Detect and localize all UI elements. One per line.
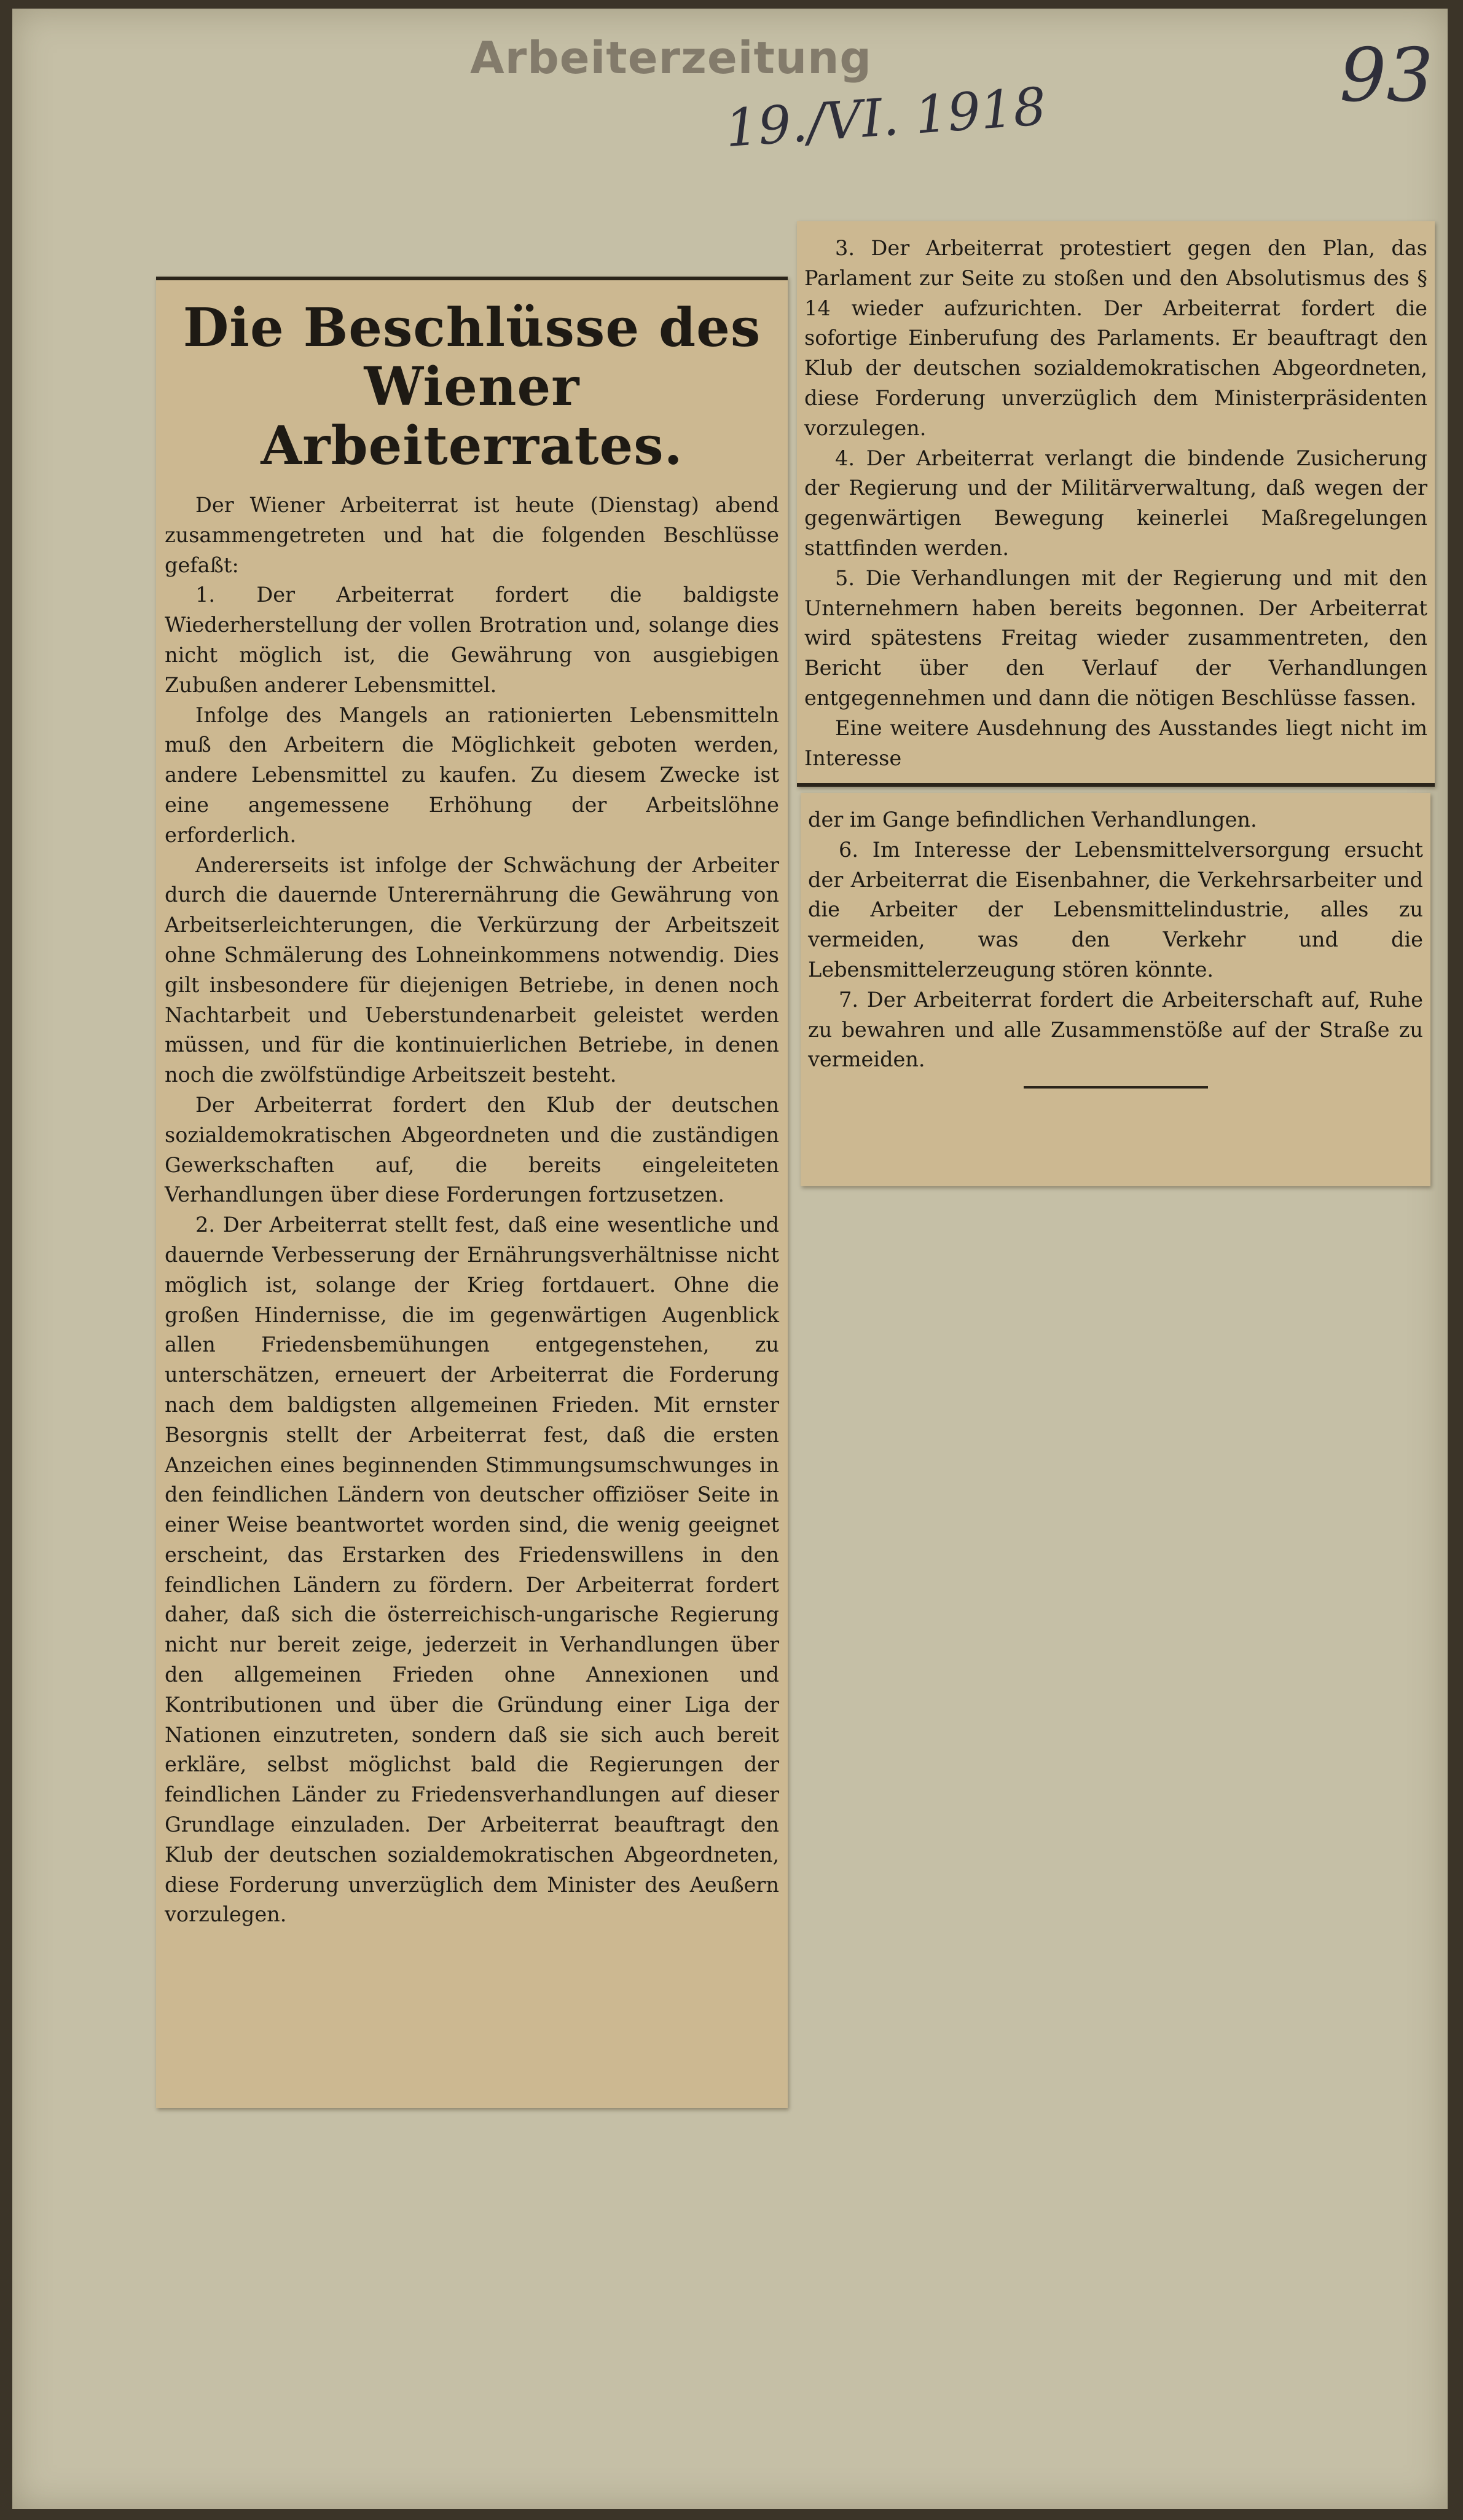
article-body [797,221,1435,773]
paragraph: 1. Der Arbeiterrat fordert die baldigste Wiederherstellung der vollen Brotration und, solange dies nicht möglich ist, die Gewährung von ausgiebigen Zubußen anderer Lebensmittel. [165,583,779,697]
paragraph: Andererseits ist infolge der Schwächung der Arbeiter durch die dauernde Unterernährung die Gewährung von Arbeitserleichterungen, die Verkürzung der Arbeitszeit ohne Schmälerung des Lohneinkommens notwendig. Dies gilt insbesondere für diejenigen Betriebe, in denen noch Nachtarbeit und Ueberstundenarbeit geleistet werden müssen, und für die kontinuierlichen Betriebe, in denen noch die zwölfstündige Arbeitszeit besteht. [165,852,779,1087]
article-body [156,490,788,1930]
paragraph: 6. Im Interesse der Lebensmittelversorgung ersucht der Arbeiterrat die Eisenbahner, die Verkehrsarbeiter und die Arbeiter der Lebensmittelindustrie, alles zu vermeiden, was den Verkehr und die Lebensmittelerzeugung stören könnte. [808,837,1423,982]
folio-number: 93 [1339,33,1434,119]
newspaper-stamp: Arbeiterzeitung [470,32,872,84]
paragraph: 2. Der Arbeiterrat stellt fest, daß eine wesentliche und dauernde Verbesserung der Ernährungsverhältnisse nicht möglich ist, solange der Krieg fortdauert. Ohne die großen Hindernisse, die im gegenwärtigen Augenblick allen Friedensbemühungen entgegenstehen, zu unterschätzen, erneuert der Arbeiterrat die Forderung nach dem baldigsten allgemeinen Frieden. Mit ernster Besorgnis stellt der Arbeiterrat fest, daß die ersten Anzeichen eines beginnenden Stimmungsumschwunges in den feindlichen Ländern von deutscher offiziöser Seite in einer Weise beantwortet worden sind, die wenig geeignet erscheint, das Erstarken des Friedenswillens in den feindlichen Ländern zu fördern. Der Arbeiterrat fordert daher, daß sich die österreichisch-ungarische Regierung nicht nur bereit zeige, jederzeit in Verhandlungen über den allgemeinen Frieden ohne Annexionen und Kontributionen und über die Gründung einer Liga der Nationen einzutreten, sondern daß sie sich auch bereit erkläre, selbst möglichst bald die Regierungen der feindlichen Länder zu Friedensverhandlungen auf dieser Grundlage einzuladen. Der Arbeiterrat beauftragt den Klub der deutschen sozialdemokratischen Abgeordneten, diese Forderung unverzüglich dem Minister des Aeußern vorzulegen. [165,1213,779,1927]
paragraph: 3. Der Arbeiterrat protestiert gegen den Plan, das Parlament zur Seite zu stoßen und den Absolutismus des § 14 wieder aufzurichten. Der Arbeiterrat fordert die sofortige Einberufung des Parlaments. Er beauftragt den Klub der deutschen sozialdemokratischen Abgeordneten, diese Forderung unverzüglich dem Ministerpräsidenten vorzulegen. [804,236,1427,440]
clipping-left [156,277,788,2108]
paragraph: 4. Der Arbeiterrat verlangt die bindende Zusicherung der Regierung und der Militärverwaltung, daß wegen der gegenwärtigen Bewegung keinerlei Maßregelungen stattfinden werden. [804,446,1427,560]
paragraph: Der Arbeiterrat fordert den Klub der deutschen sozialdemokratischen Abgeordneten und die zuständigen Gewerkschaften auf, die bereits eingeleiteten Verhandlungen über diese Forderungen fortzusetzen. [165,1092,779,1207]
paragraph: Eine weitere Ausdehnung des Ausstandes liegt nicht im Interesse [804,715,1427,770]
paragraph: Der Wiener Arbeiterrat ist heute (Dienstag) abend zusammengetreten und hat die folgenden Beschlüsse gefaßt: [165,493,779,577]
bottom-rule [797,783,1435,787]
paragraph: der im Gange befindlichen Verhandlungen. [808,808,1257,832]
article-body [801,793,1430,1089]
paragraph: Infolge des Mangels an rationierten Lebensmitteln muß den Arbeitern die Möglichkeit geboten werden, andere Lebensmittel zu kaufen. Zu diesem Zwecke ist eine angemessene Erhöhung der Arbeitslöhne erforderlich. [165,703,779,847]
clipping-right-bottom [801,793,1430,1186]
end-rule [1024,1086,1208,1089]
paragraph: 5. Die Verhandlungen mit der Regierung und mit den Unternehmern haben bereits begonnen. Der Arbeiterrat wird spätestens Freitag wieder zusammentreten, den Bericht über den Verlauf der Verhandlungen entgegennehmen und dann die nötigen Beschlüsse fassen. [804,565,1427,710]
clipping-right-top [797,221,1435,787]
handwritten-date: 19./VI. 1918 [723,76,1048,159]
paragraph: 7. Der Arbeiterrat fordert die Arbeiterschaft auf, Ruhe zu bewahren und alle Zusammenstöße auf der Straße zu vermeiden. [808,987,1423,1072]
headline: Die Beschlüsse des Wiener Arbeiterrates. [182,297,761,477]
top-rule [156,277,788,280]
